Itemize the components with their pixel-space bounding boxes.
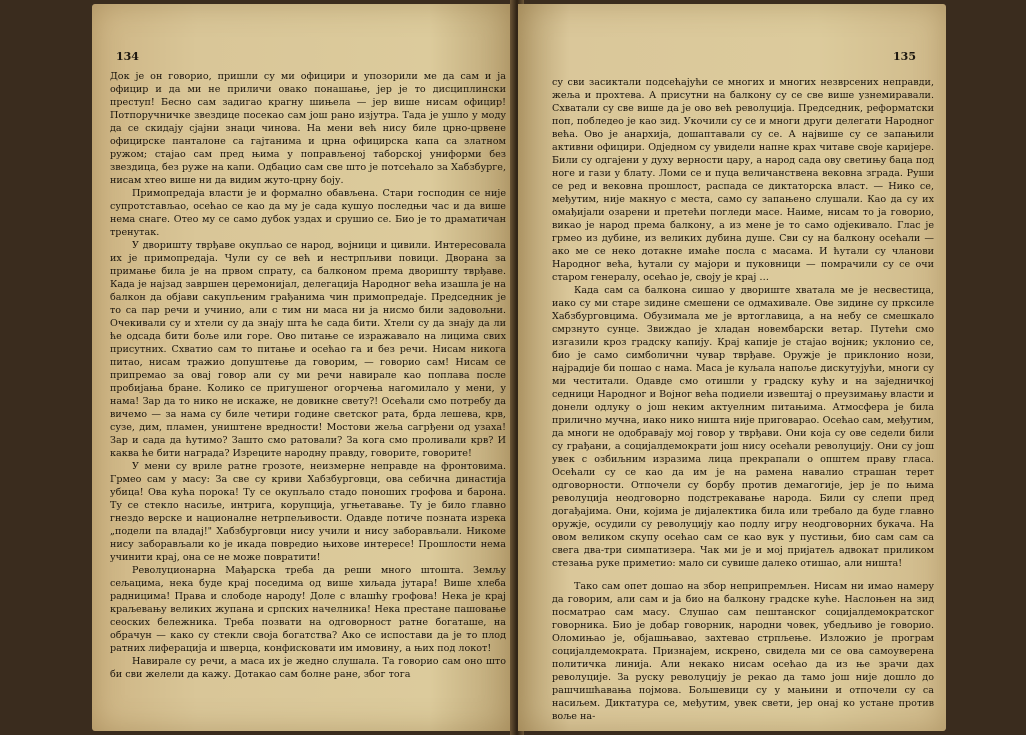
- paragraph: Када сам са балкона сишао у двориште хватала ме је несвестица, иако су ми старе зидине смешени се одмахивале. Ове зидине су прксиле Хабзбурговцима. Обузимала ме је вртоглавица, а на небу се смешкало смрзнуто сунце. Звиждао је хладан новембарски ветар. Путећи смо изгазили кроз градску капију. Крај капије је стајао војник; уклонио се, био је само симболични чувар тврђаве. Оружје је приклонио нози, најрадије би пошао с нама. Маса је куљала напоље дискутујући, многи су ми честитали. Одавде смо отишли у градску кућу и на заједничкој седници Народног и Војног већа подиели извештај о преузимању власти и донели одлуку о још неким актуелним питањима. Атмосфера је била прилично мучна, иако нико ништа није приговарао. Осећао сам, међутим, да многи не одобравају мој говор у тврђави. Они која су ове седели били су грађани, а социјалдемократи још нису осећали револуцију. Они су још увек с озбиљним изразима лица прекрапали о општем праву гласа. Осећали су се као да им је на рамена навалио страшан терет одговорности. Отпочели су борбу против демагогије, јер је по њима револуција неодговорно подстрекавање народа. Били су слепи пред догађајима. Они, којима је дијалектика била или требало да буде главно оружје, осудили су револуцију као подлу игру неодговорних букача. На овом великом скупу осећао сам се као вук у пустињи, био сам сам са свега два-три симпатизера. Чак ми је и мој пријатељ адвокат приликом стезања руке приметио: мало си сувише далеко отишао, али ништа!: [552, 285, 934, 569]
- paragraph: Навирале су речи, а маса их је жедно слушала. Та говорио сам оно што би сви желели да кажу. Дотакао сам болне ране, због тога: [110, 656, 506, 680]
- paragraph: Револуционарна Мађарска треба да реши много штошта. Земљу сељацима, нека буде крај поседима од више хиљада јутара! Више хлеба радницима! Права и слободе народу! Доле с влашћу грофова! Нека је крај краљевању великих жупана и српских начелника! Нека престане пашовање сеоских бележника. Треба позвати на одговорност ратне богаташе, на обрачун — како су стекли своја богатства? Ако се испостави да је то плод ратних лиферација и шверца, конфисковати им имовину, а њих под локот!: [110, 565, 506, 654]
- paragraph: су сви засиктали подсећајући се многих и многих незврсених неправди, жеља и прохтева. А присутни на балкону су се све више узнемиравали. Схватали су све више да је ово већ револуција. Председник, реформатски поп, побледео је као зид. Укочили су се и многи други делегати Народног већа. Ово је анархија, дошаптавали су се. А највише су се запањили активни официри. Одједном су увидели напне крах читаве своје каријере. Били су одгајени у духу верности цару, а народ сада ову светињу баца под ноге и гази у блату. Ломи се и пуца величанствена вековна зграда. Руши се ред и вековна прошлост, распада се диктаторска власт. — Нико се, међутим, није макнуо с места, само су запањено слушали. Као да су их омађијали озарени и претећи погледи масе. Наиме, нисам то ја говорио, викао је народ према балкону, а из мене је то само одјекивало. Глас је грмео из дубине, из великих дубина душе. Сви су на балкону осећали — ако ме се неко дотакне имаће посла с масама. И ћутали су чланови Народног већа, ћутали су мајори и пуковници — помрачили су се очи старом генералу, осећао је, своју је крај …: [552, 77, 934, 283]
- paragraph: Тако сам опет дошао на збор неприпремљен. Нисам ни имао намеру да говорим, али сам и ја био на балкону градске куће. Наслоњен на зид посматрао сам масу. Слушао сам пештанског социјалдемократског говорника. Био је добар говорник, народни човек, убедљиво је говорио. Оломињао је, објашњавао, захтевао стрпљење. Изложио је програм социјалдемократа. Признајем, искрено, свидела ми се ова самоуверена политичка линија. Али некако нисам осећао да из ње зрачи дах револуције. За руску револуцију је рекао да тамо још није дошло до рашчишћавања појмова. Бољшевици су у мањини и отпочели су са насиљем. Диктатура се, међутим, увек свети, јер онај ко устане против воље на-: [552, 581, 934, 722]
- paragraph: Док је он говорио, пришли су ми официри и упозорили ме да сам и ја официр и да ми не приличи овако понашање, јер је то дисциплински преступ! Бесно сам задигао крагну шињела — јер више нисам официр! Потпоручничке звездице посекао сам још рано изјутра. Тада је ушло у моду да се скидају сјајни знаци чинова. На мени већ нису биле црно-црвене официрске панталоне са гајтанима и црна официрска капа са златном ружом; стајао сам пред њима у поправљеној таборској униформи без звездица, без руже на капи. Одбацио сам све што је потсећало за Хабзбурге, нисам хтео више ни да видим жуто-црну боју.: [110, 71, 506, 186]
- paragraph: Примопредаја власти је и формално обављена. Стари господин се није супротстављао, осећао се као да му је сада кушуо последњи час и да више нема снаге. Отео му се само дубок уздах и срушио се. Био је то драматичан тренутак.: [110, 188, 506, 238]
- left-page: [92, 4, 514, 731]
- page-number-right: 135: [893, 50, 916, 63]
- right-page: [518, 4, 946, 731]
- paragraph: У мени су вриле ратне грозоте, неизмерне неправде на фронтовима. Грмео сам у масу: За све су криви Хабзбурговци, ова себична династија убица! Ова кућа порока! Ту се окупљало стадо поноших грофова и барона. Ту се стекло насиље, интрига, корупција, угњетавање. Ту је било главно гнездо верске и националне нетрпељивости. Одавде потиче позната изрека „подели па владај!" Хабзбурговци нису учили и нису заборављали. Никоме нису заборављали ко је икада повредио њихове интересе! Прошлости нема учинити крај, она се не може повратити!: [110, 461, 506, 563]
- page-number-left: 134: [116, 50, 139, 63]
- paragraph: У дворишту тврђаве окупљао се народ, војници и цивили. Интересовала их је примопредаја. Чули су се већ и нестрпљиви повици. Дворана за примање била је на првом спрату, са балконом према дворишту тврђаве. Када је најзад завршен церемонијал, делегација Народног већа изашла је на балкон да објави сакупљеним грађанима чин примопредаје. Председник је то са пар речи и учинио, али с тим ни маса ни ја нисмо били задовољни. Очекивали су и хтели су да знају шта ће сада бити. Хтели су да знају да ли ће одсада бити боље или горе. Ово питање се изражавало на лицима свих присутних. Схватио сам то питање и осећао га и без речи. Нисам никога питао, нисам тражио допуштење да говорим, — говорио сам! Нисам се припремао за овај говор али су ми речи навирале као поплава после пробијања бране. Колико се пригушеног огорчења нагомилало у мени, у нама! Зар да то нико не искаже, не довикне свету?! Осећали смо потребу да вичемо — за нама су биле четири године светског рата, брда лешева, крв, сузе, дим, пламен, уништене вредности! Мостови жеља сагрђени од узаха! Зар и сада да ћутимо? Зашто смо ратовали? За кога смо проливали крв? И каква ће бити награда? Изреците народну правду, говорите, говорите!: [110, 240, 506, 459]
- right-page-text: [552, 76, 934, 723]
- left-page-text: [110, 70, 506, 681]
